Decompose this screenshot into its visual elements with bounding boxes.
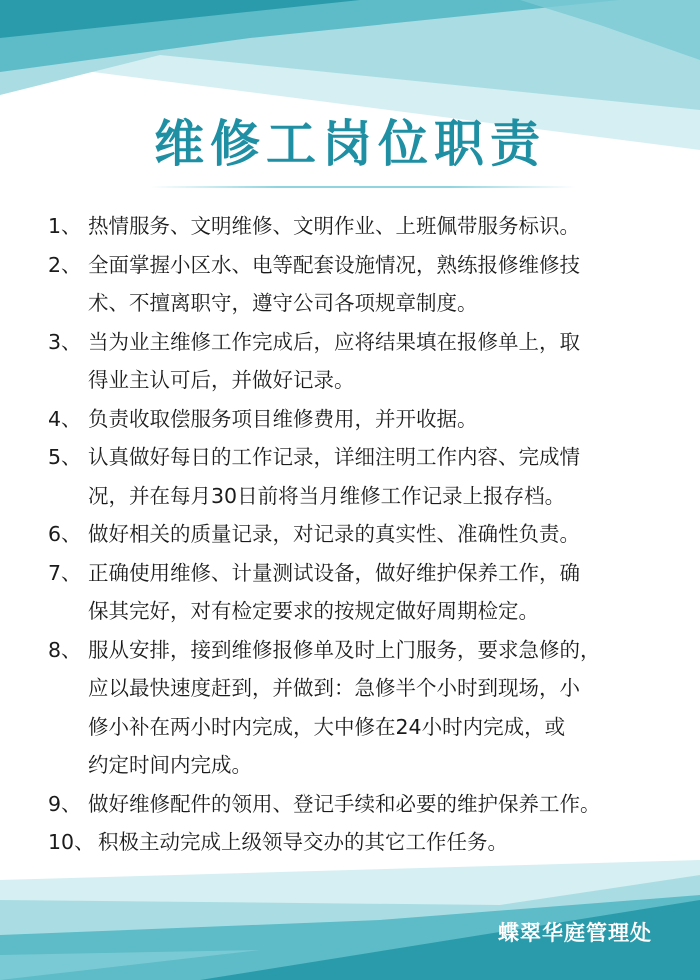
duty-text-line: 保其完好，对有检定要求的按规定做好周期检定。 (88, 599, 539, 623)
duty-item (48, 631, 668, 785)
duty-text-line: 正确使用维修、计量测试设备，做好维护保养工作，确 (88, 560, 580, 585)
duty-text (88, 246, 668, 323)
duty-number: 1、 (48, 214, 82, 238)
duty-item (48, 207, 668, 246)
duty-text-line: 负责收取偿服务项目维修费用，并开收据。 (88, 406, 478, 431)
duty-text (88, 554, 668, 631)
duty-text (88, 323, 668, 400)
duty-text-line: 况，并在每月30日前将当月维修工作记录上报存档。 (88, 483, 566, 508)
duty-number: 4、 (48, 406, 82, 431)
duty-item (48, 438, 668, 515)
duty-text-line: 做好相关的质量记录，对记录的真实性、准确性负责。 (88, 522, 580, 546)
duty-number: 7、 (48, 560, 82, 585)
duty-text-line: 应以最快速度赶到，并做到：急修半个小时到现场，小 (88, 676, 580, 700)
title-underline (150, 186, 576, 188)
page-title: 维修工岗位职责 (154, 114, 546, 173)
duty-text-line: 得业主认可后，并做好记录。 (88, 368, 355, 392)
duty-item (48, 515, 668, 554)
duty-number: 9、 (48, 791, 82, 816)
duty-number: 6、 (48, 522, 82, 546)
duty-text-line: 热情服务、文明维修、文明作业、上班佩带服务标识。 (88, 214, 580, 238)
duty-item (48, 323, 668, 400)
duty-item (48, 785, 668, 824)
duty-text-line: 约定时间内完成。 (88, 753, 252, 777)
duty-text (88, 785, 668, 824)
duty-text (88, 207, 668, 246)
duty-text (98, 823, 668, 862)
duty-item (48, 554, 668, 631)
duty-text (88, 400, 668, 439)
duty-number: 3、 (48, 329, 82, 354)
duty-number: 5、 (48, 445, 82, 469)
duty-list (48, 207, 668, 862)
duty-text-line: 术、不擅离职守，遵守公司各项规章制度。 (88, 291, 478, 315)
duty-text (88, 631, 668, 785)
duty-text (88, 438, 668, 515)
duty-text-line: 积极主动完成上级领导交办的其它工作任务。 (98, 830, 508, 854)
duty-number: 8、 (48, 637, 82, 662)
duty-text-line: 修小补在两小时内完成，大中修在24小时内完成，或 (88, 714, 566, 739)
duty-item (48, 400, 668, 439)
duty-text-line: 服从安排，接到维修报修单及时上门服务，要求急修的， (88, 637, 601, 662)
duty-text-line: 当为业主维修工作完成后，应将结果填在报修单上，取 (88, 329, 580, 354)
duty-item (48, 823, 668, 862)
duty-text-line: 认真做好每日的工作记录，详细注明工作内容、完成情 (88, 445, 580, 469)
duty-number: 10、 (48, 830, 95, 854)
duty-item (48, 246, 668, 323)
duty-text-line: 全面掌握小区水、电等配套设施情况，熟练报修维修技 (88, 252, 580, 277)
duty-text-line: 做好维修配件的领用、登记手续和必要的维护保养工作。 (88, 791, 601, 816)
duty-text (88, 515, 668, 554)
duty-number: 2、 (48, 252, 82, 277)
footer-organization: 蝶翠华庭管理处 (498, 921, 652, 945)
